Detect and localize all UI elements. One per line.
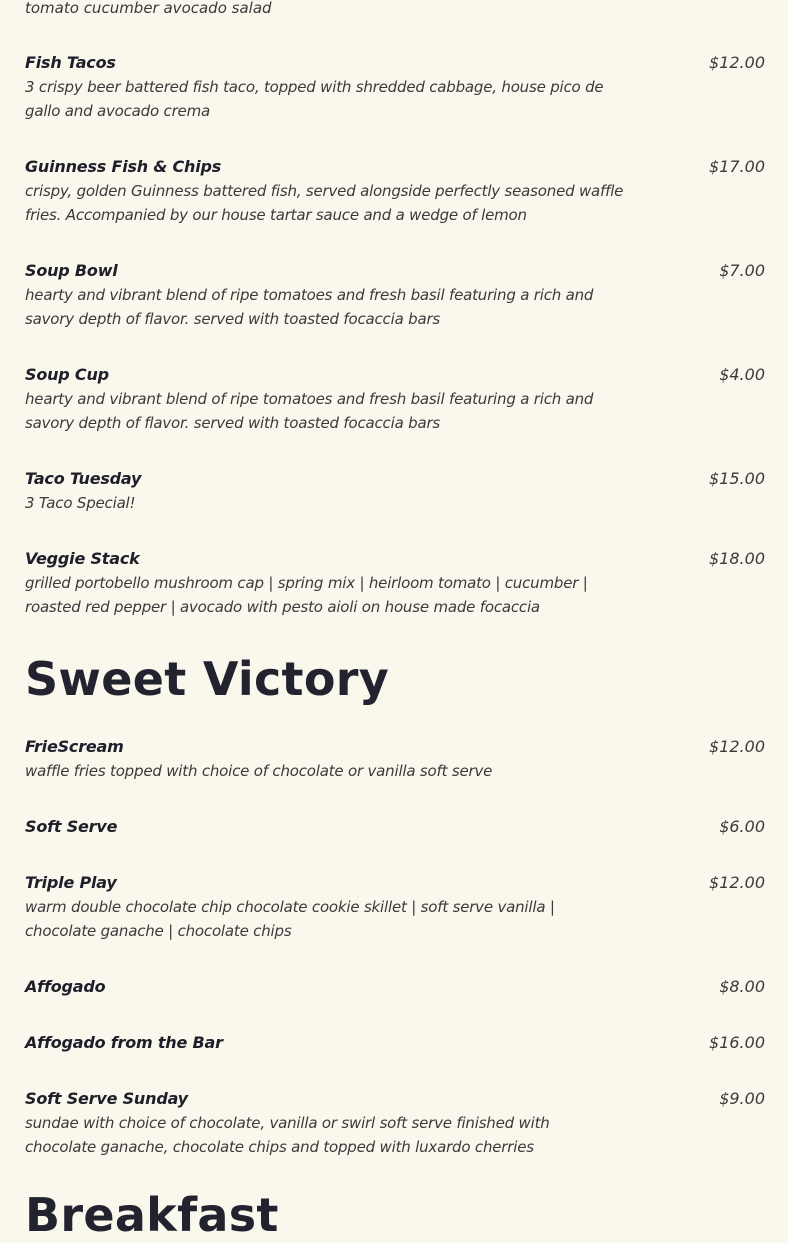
item-name: Affogado (25, 977, 106, 996)
item-name: Affogado from the Bar (25, 1033, 223, 1052)
item-name: Guinness Fish & Chips (25, 157, 222, 176)
item-price: $17.00 (709, 157, 765, 176)
menu-item (25, 1087, 765, 1159)
item-description: 3 crispy beer battered fish taco, topped with shredded cabbage, house pico de gallo and avocado crema (25, 78, 604, 120)
item-name: Soup Cup (25, 365, 109, 384)
menu-item (25, 1031, 765, 1055)
item-price: $7.00 (719, 261, 765, 280)
menu-item (25, 51, 765, 123)
menu-item (25, 363, 765, 435)
item-description: grilled portobello mushroom cap | spring mix | heirloom tomato | cucumber | roasted red pepper | avocado with pesto aioli on house made focaccia (25, 574, 588, 616)
item-description: waffle fries topped with choice of chocolate or vanilla soft serve (25, 762, 493, 780)
item-description: crispy, golden Guinness battered fish, served alongside perfectly seasoned waffle fries. Accompanied by our house tartar sauce and a wedge of lemon (25, 182, 624, 224)
item-description: warm double chocolate chip chocolate cookie skillet | soft serve vanilla | chocolate ganache | chocolate chips (25, 898, 555, 940)
menu-item (25, 735, 765, 783)
menu-item (25, 975, 765, 999)
menu-item (25, 259, 765, 331)
item-price: $8.00 (719, 977, 765, 996)
item-price: $4.00 (719, 365, 765, 384)
item-description: 3 Taco Special! (25, 494, 136, 512)
item-price: $16.00 (709, 1033, 765, 1052)
item-price: $18.00 (709, 549, 765, 568)
item-name: Triple Play (25, 873, 117, 892)
item-name: FrieScream (25, 737, 124, 756)
item-name: Soup Bowl (25, 261, 118, 280)
menu-item (25, 155, 765, 227)
item-description: sundae with choice of chocolate, vanilla or swirl soft serve finished with chocolate ganache, chocolate chips and topped with luxardo cherries (25, 1114, 550, 1156)
item-price: $12.00 (709, 737, 765, 756)
item-name: Soft Serve (25, 817, 118, 836)
menu-item (25, 547, 765, 619)
item-name: Soft Serve Sunday (25, 1089, 188, 1108)
item-name: Veggie Stack (25, 549, 140, 568)
item-price: $12.00 (709, 873, 765, 892)
item-description: hearty and vibrant blend of ripe tomatoes and fresh basil featuring a rich and savory depth of flavor. served with toasted focaccia bars (25, 390, 594, 432)
item-description: hearty and vibrant blend of ripe tomatoes and fresh basil featuring a rich and savory depth of flavor. served with toasted focaccia bars (25, 286, 594, 328)
item-description: tomato cucumber avocado salad (25, 0, 272, 17)
item-price: $15.00 (709, 469, 765, 488)
menu-item (25, 871, 765, 943)
item-price: $12.00 (709, 53, 765, 72)
menu-item (25, 815, 765, 839)
item-name: Taco Tuesday (25, 469, 142, 488)
item-price: $9.00 (719, 1089, 765, 1108)
item-price: $6.00 (719, 817, 765, 836)
section-title: Breakfast (25, 1188, 279, 1242)
menu-item (25, 467, 765, 515)
section-title: Sweet Victory (25, 652, 390, 706)
item-name: Fish Tacos (25, 53, 116, 72)
